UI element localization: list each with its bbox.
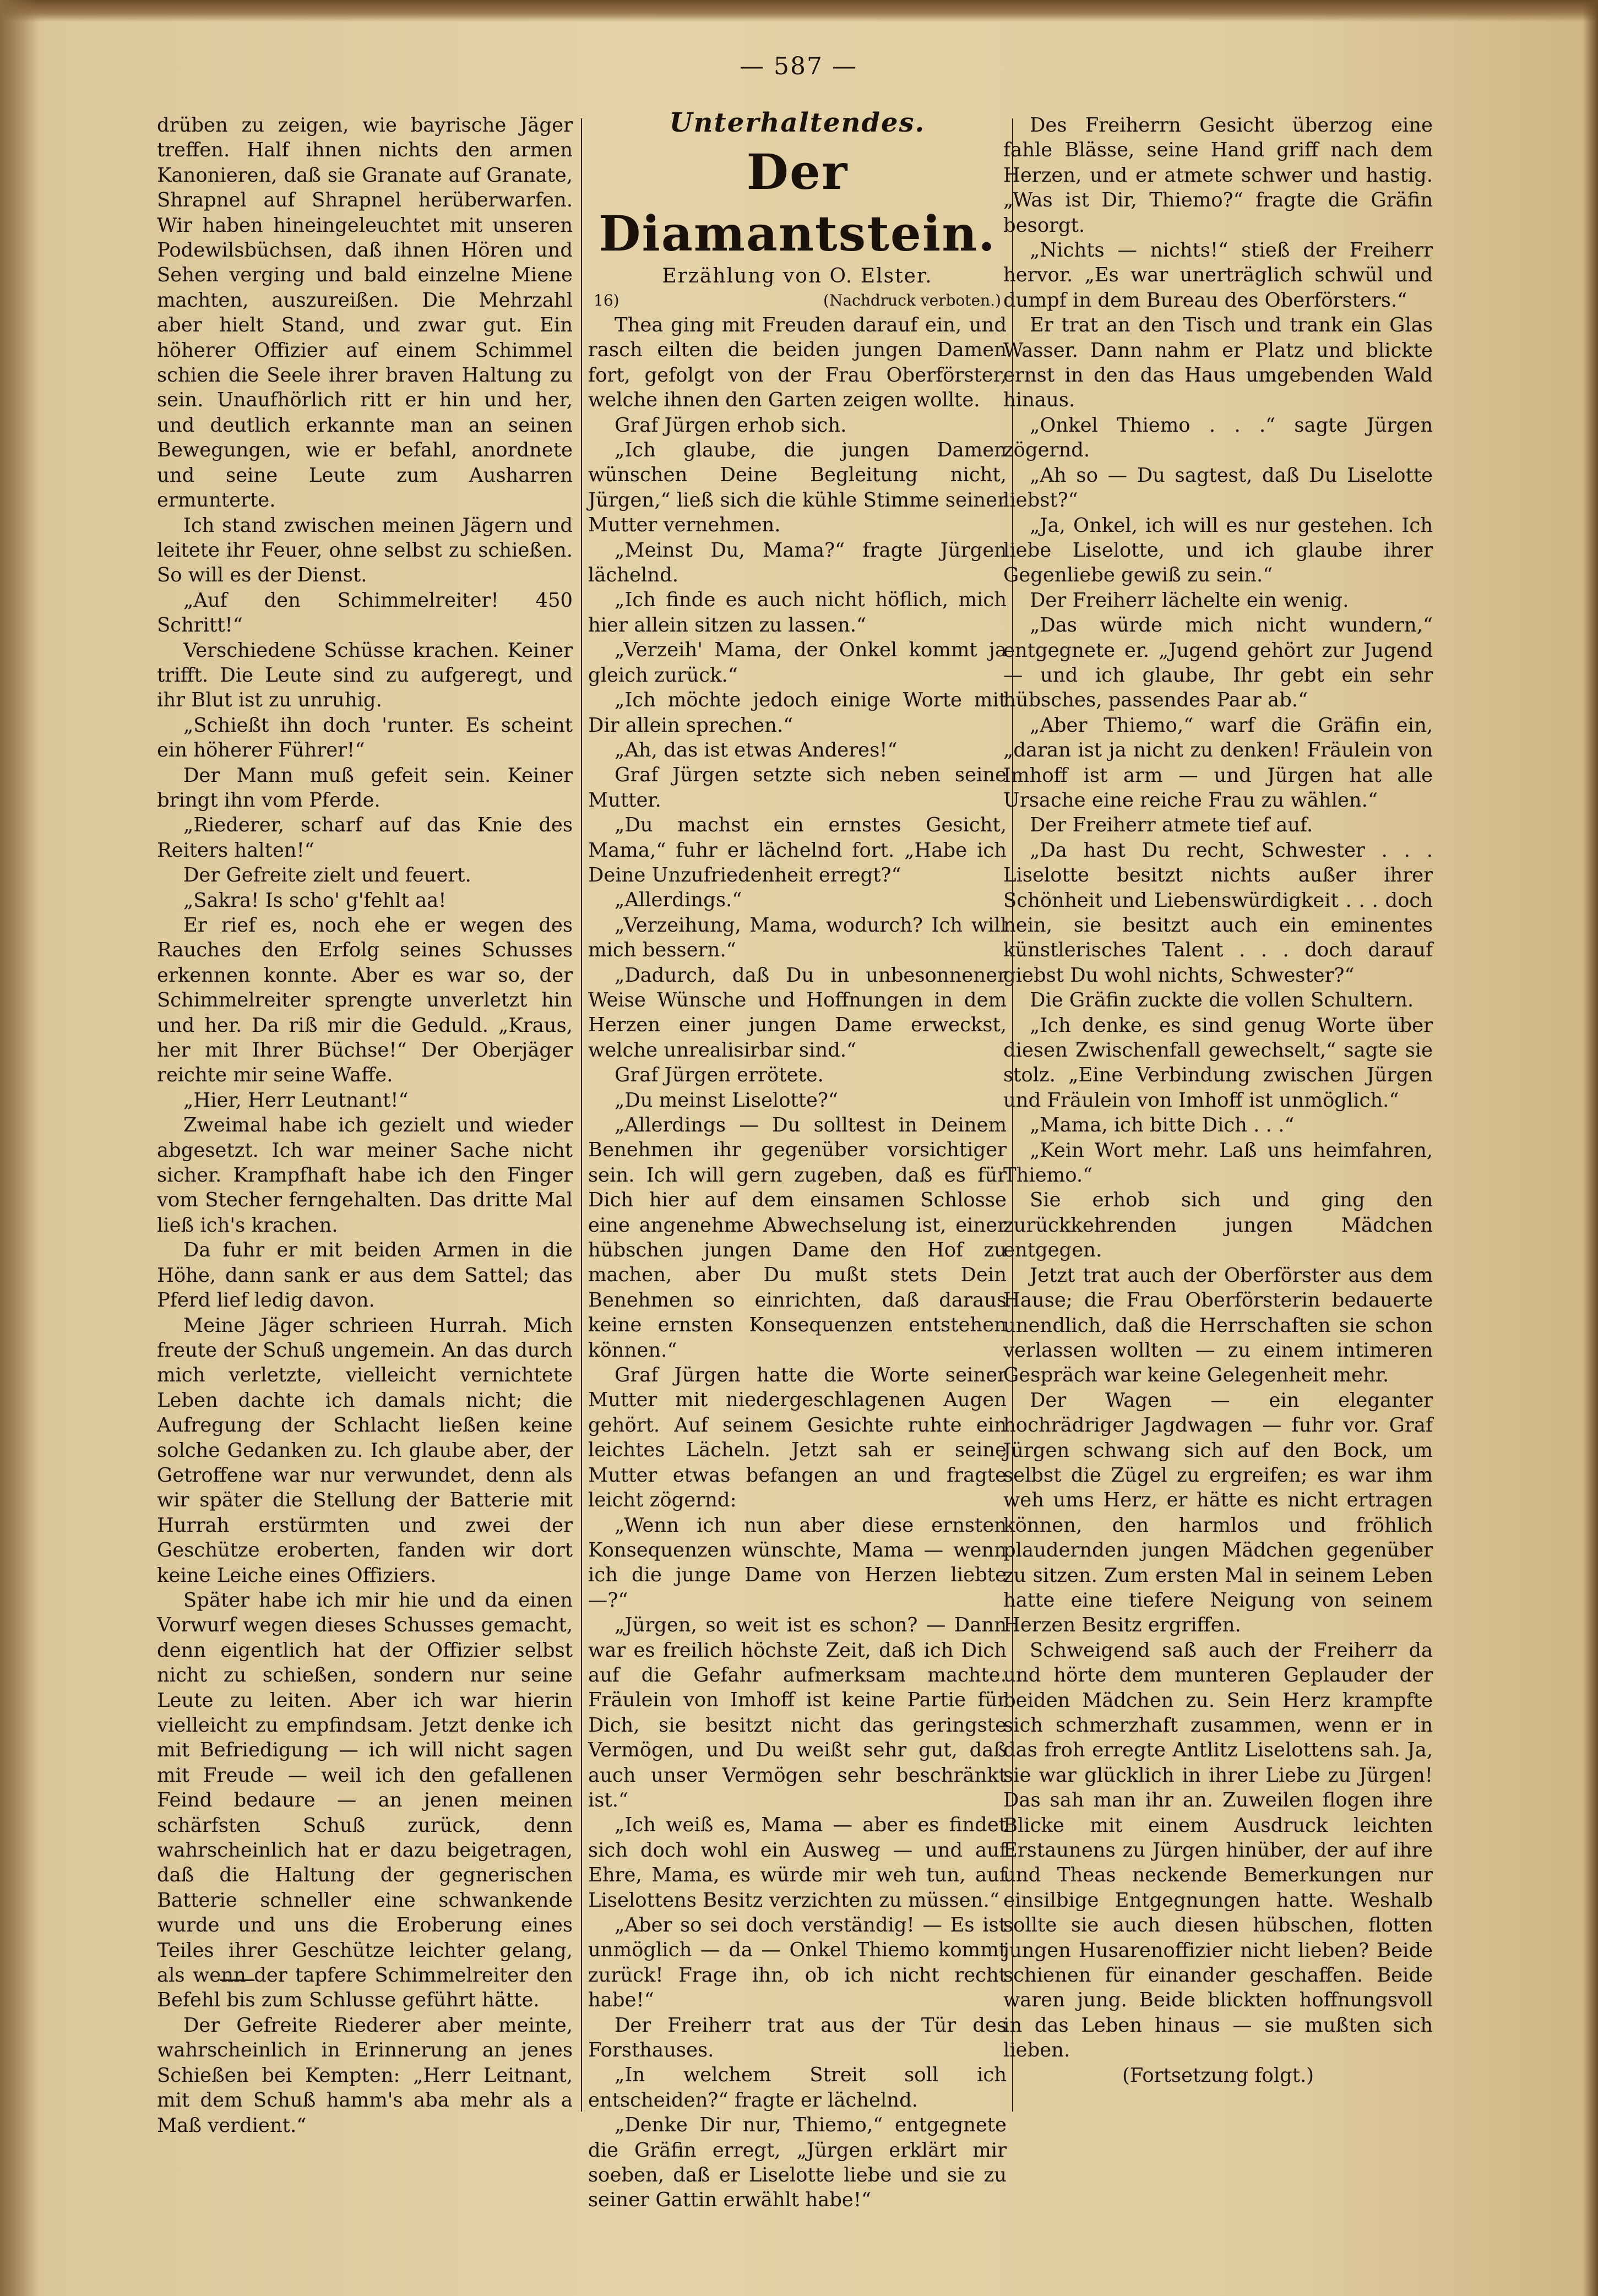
paragraph: „Allerdings — Du solltest in Deinem Benehmen ihr gegenüber vorsichtiger sein. Ich will gern zugeben, daß es für Dich hier auf dem einsamen Schlosse eine angenehme Abwechselung ist, einer hübschen jungen Dame den Hof zu machen, aber Du mußt stets Dein Benehmen so einrichten, daß daraus keine ernsten Konsequenzen entstehen können.“ (588, 1114, 1007, 1362)
paragraph: „Verzeih' Mama, der Onkel kommt ja gleich zurück.“ (588, 639, 1007, 687)
paragraph: Graf Jürgen setzte sich neben seine Mutter. (588, 764, 1007, 812)
paragraph: „In welchem Streit soll ich entscheiden?“ fragte er lächelnd. (588, 2064, 1007, 2112)
column-middle (588, 105, 1007, 2212)
paragraph: Die Gräfin zuckte die vollen Schultern. (1030, 989, 1414, 1012)
page-right-edge (1583, 0, 1598, 2296)
paragraph: „Ich denke, es sind genug Worte über diesen Zwischenfall gewechselt,“ sagte sie stolz. „Eine Verbindung zwischen Jürgen und Fräulein von Imhoff ist unmöglich.“ (1003, 1014, 1433, 1112)
paragraph: „Jürgen, so weit ist es schon? — Dann war es freilich höchste Zeit, daß ich Dich auf die Gefahr aufmerksam machte. Fräulein von Imhoff ist keine Partie für Dich, sie besitzt nicht das geringste Vermögen, und Du weißt sehr gut, daß auch unser Vermögen sehr beschränkt ist.“ (588, 1614, 1007, 1811)
paragraph: Graf Jürgen errötete. (615, 1064, 824, 1087)
page-number: — 587 — (740, 52, 857, 80)
paragraph: Der Gefreite zielt und feuert. (183, 864, 471, 887)
paragraph: Sie erhob sich und ging den zurückkehrenden jungen Mädchen entgegen. (1003, 1189, 1433, 1262)
paragraph: Graf Jürgen hatte die Worte seiner Mutter mit niedergeschlagenen Augen gehört. Auf seinem Gesichte ruhte ein leichtes Lächeln. Jetzt sah er seine Mutter etwas befangen an und fragte leicht zögernd: (588, 1364, 1007, 1512)
paragraph: „Das würde mich nicht wundern,“ entgegnete er. „Jugend gehört zur Jugend — und ich glaube, Ihr gebt ein sehr hübsches, passendes Paar ab.“ (1003, 614, 1433, 712)
paragraph: Er rief es, noch ehe er wegen des Rauches den Erfolg seines Schusses erkennen konnte. Aber es war so, der Schimmelreiter sprengte unverletzt hin und her. Da riß mir die Geduld. „Kraus, her mit Ihrer Büchse!“ Der Oberjäger reichte mir seine Waffe. (157, 914, 573, 1087)
paragraph: „Da hast Du recht, Schwester . . . Liselotte besitzt nichts außer ihrer Schönheit und Liebenswürdigkeit . . . doch nein, sie besitzt auch ein eminentes künstlerisches Talent . . . doch darauf giebst Du wohl nichts, Schwester?“ (1003, 839, 1433, 987)
paragraph: „Wenn ich nun aber diese ernsten Konsequenzen wünschte, Mama — wenn ich die junge Dame von Herzen liebte —?“ (588, 1514, 1007, 1612)
paragraph: Der Freiherr trat aus der Tür des Forsthauses. (588, 2014, 1007, 2062)
paragraph: „Allerdings.“ (615, 889, 742, 912)
paragraph: „Riederer, scharf auf das Knie des Reiters halten!“ (157, 814, 573, 862)
paragraph: „Ja, Onkel, ich will es nur gestehen. Ich liebe Liselotte, und ich glaube ihrer Gegenliebe gewiß zu sein.“ (1003, 514, 1433, 587)
paragraph: „Sakra! Is scho' g'fehlt aa! (183, 889, 447, 912)
paragraph: „Verzeihung, Mama, wodurch? Ich will mich bessern.“ (588, 913, 1007, 962)
story-title: Der Diamantstein. (599, 143, 996, 262)
paragraph: Der Freiherr lächelte ein wenig. (1030, 589, 1349, 612)
paragraph: Verschiedene Schüsse krachen. Keiner trifft. Die Leute sind zu aufgeregt, und ihr Blut ist zu unruhig. (157, 639, 573, 712)
paragraph: „Meinst Du, Mama?“ fragte Jürgen lächelnd. (588, 538, 1007, 587)
paragraph: „Denke Dir nur, Thiemo,“ entgegnete die Gräfin erregt, „Jürgen erklärt mir soeben, daß er Liselotte liebe und sie zu seiner Gattin erwählt habe!“ (588, 2114, 1007, 2212)
continued-note: (Fortsetzung folgt.) (1122, 2064, 1314, 2087)
paragraph: Jetzt trat auch der Oberförster aus dem Hause; die Frau Oberförsterin bedauerte unendlich, daß die Herrschaften sie schon verlassen wollten — zu einem intimeren Gespräch war keine Gelegenheit mehr. (1003, 1264, 1433, 1387)
binding-shadow (0, 0, 39, 2296)
paragraph: „Ich möchte jedoch einige Worte mit Dir allein sprechen.“ (588, 689, 1007, 737)
paragraph: Später habe ich mir hie und da einen Vorwurf wegen dieses Schusses gemacht, denn eigentlich hat der Offizier selbst nicht zu schießen, sondern nur seine Leute zu leiten. Aber ich war hierin vielleicht zu empfindsam. Jetzt denke ich mit Befriedigung — ich will nicht sagen mit Freude — weil ich den gefallenen Feind bedaure — an jenen meinen schärfsten Schuß zurück, denn wahrscheinlich hat er dazu beigetragen, daß die Haltung der gegnerischen Batterie schneller eine schwankende wurde und uns die Eroberung eines Teiles ihrer Geschütze leichter gelang, als wenn der tapfere Schimmelreiter den Befehl bis zum Schlusse geführt hätte. (157, 1588, 573, 2012)
paragraph: Thea ging mit Freuden darauf ein, und rasch eilten die beiden jungen Damen fort, gefolgt von der Frau Oberförster, welche ihnen den Garten zeigen wollte. (588, 314, 1007, 412)
paragraph: „Ah so — Du sagtest, daß Du Liselotte liebst?“ (1003, 464, 1433, 512)
paragraph: Ich stand zwischen meinen Jägern und leitete ihr Feuer, ohne selbst zu schießen. So will es der Dienst. (157, 514, 573, 587)
page-top-edge (0, 0, 1598, 22)
column-left (157, 113, 573, 2167)
paragraph: Der Wagen — ein eleganter hochrädriger Jagdwagen — fuhr vor. Graf Jürgen schwang sich auf den Bock, um selbst die Zügel zu ergreifen; es war ihm weh ums Herz, er hätte es nicht ertragen können, den harmlos und fröhlich plaudernden jungen Mädchen gegenüber zu sitzen. Zum ersten Mal in seinem Leben hatte eine tiefere Neigung von seinem Herzen Besitz ergriffen. (1003, 1389, 1433, 1637)
paragraph: „Ich weiß es, Mama — aber es findet sich doch wohl ein Ausweg — und auf Ehre, Mama, es würde mir weh tun, auf Liselottens Besitz verzichten zu müssen.“ (588, 1814, 1007, 1912)
section-label: Unterhaltendes. (669, 107, 926, 138)
paragraph: „Aber Thiemo,“ warf die Gräfin ein, „daran ist ja nicht zu denken! Fräulein von Imhoff ist arm — und Jürgen hat alle Ursache eine reiche Frau zu wählen.“ (1003, 714, 1433, 812)
paragraph: „Aber so sei doch verständig! — Es ist unmöglich — da — Onkel Thiemo kommt zurück! Frage ihn, ob ich nicht recht habe!“ (588, 1914, 1007, 2012)
paragraph: Meine Jäger schrieen Hurrah. Mich freute der Schuß ungemein. An das durch mich verletzte, vielleicht vernichtete Leben dachte ich damals nicht; die Aufregung der Schlacht ließen keine solche Gedanken zu. Ich glaube aber, der Getroffene war nur verwundet, denn als wir später die Stellung der Batterie mit Hurrah erstürmten und zwei der Geschütze eroberten, fanden wir dort keine Leiche eines Offiziers. (157, 1314, 573, 1587)
paragraph: Schweigend saß auch der Freiherr da und hörte dem munteren Geplauder der beiden Mädchen zu. Sein Herz krampfte sich schmerzhaft zusammen, wenn er in das froh erregte Antlitz Liselottens sah. Ja, sie war glücklich in ihrer Liebe zu Jürgen! Das sah man ihr an. Zuweilen flogen ihre Blicke mit einem Ausdruck leichten Erstaunens zu Jürgen hinüber, der auf ihre und Theas neckende Bemerkungen nur einsilbige Entgegnungen hatte. Weshalb sollte sie auch diesen hübschen, flotten jungen Husarenoffizier nicht lieben? Beide schienen für einander geschaffen. Beide waren jung. Beide blickten hoffnungsvoll in das Leben hinaus — sie mußten sich lieben. (1003, 1639, 1433, 2062)
paragraph: Des Freiherrn Gesicht überzog eine fahle Blässe, seine Hand griff nach dem Herzen, und er atmete schwer und hastig. „Was ist Dir, Thiemo?“ fragte die Gräfin besorgt. (1003, 114, 1433, 237)
paragraph: Graf Jürgen erhob sich. (615, 414, 847, 437)
paragraph: „Du meinst Liselotte?“ (615, 1089, 839, 1112)
story-byline: Erzählung von O. Elster. (662, 265, 933, 287)
paragraph: „Schießt ihn doch 'runter. Es scheint ein höherer Führer!“ (157, 714, 573, 762)
paragraph: „Kein Wort mehr. Laß uns heimfahren, Thiemo.“ (1003, 1139, 1433, 1187)
paragraph: „Mama, ich bitte Dich . . .“ (1030, 1114, 1295, 1137)
rights-note: (Nachdruck verboten.) (823, 291, 1001, 309)
paragraph: „Ich glaube, die jungen Damen wünschen Deine Begleitung nicht, Jürgen,“ ließ sich die kühle Stimme seiner Mutter vernehmen. (588, 439, 1007, 537)
paragraph: Der Mann muß gefeit sein. Keiner bringt ihn vom Pferde. (157, 764, 573, 812)
paragraph: Da fuhr er mit beiden Armen in die Höhe, dann sank er aus dem Sattel; das Pferd lief ledig davon. (157, 1239, 573, 1312)
paragraph: drüben zu zeigen, wie bayrische Jäger treffen. Half ihnen nichts den armen Kanonieren, daß sie Granate auf Granate, Shrapnel auf Shrapnel herüberwarfen. Wir haben hineingeleuchtet mit unseren Podewilsbüchsen, daß ihnen Hören und Sehen verging und bald einzelne Miene machten, auszureißen. Die Mehrzahl aber hielt Stand, und zwar gut. Ein höherer Offizier auf einem Schimmel schien die Seele ihrer braven Haltung zu sein. Unaufhörlich ritt er hin und her, und deutlich erkannte man an seinen Bewegungen, wie er befahl, anordnete und seine Leute zum Ausharren ermunterte. (157, 114, 573, 512)
paragraph: Er trat an den Tisch und trank ein Glas Wasser. Dann nahm er Platz und blickte ernst in den das Haus umgebenden Wald hinaus. (1003, 314, 1433, 412)
column-separator-left (581, 118, 582, 2112)
paragraph: „Auf den Schimmelreiter! 450 Schritt!“ (157, 589, 573, 637)
paragraph: Der Gefreite Riederer aber meinte, wahrscheinlich in Erinnerung an jenes Schießen bei Kempten: „Herr Leitnant, mit dem Schuß hamm's aba mehr als a Maß verdient.“ (157, 2014, 573, 2137)
paragraph: „Dadurch, daß Du in unbesonnener Weise Wünsche und Hoffnungen in dem Herzen einer jungen Dame erweckst, welche unrealisirbar sind.“ (588, 964, 1007, 1062)
installment-row (588, 289, 1007, 313)
paragraph: Der Freiherr atmete tief auf. (1030, 814, 1313, 837)
column-right (1003, 113, 1433, 2167)
paragraph: „Hier, Herr Leutnant!“ (183, 1089, 409, 1112)
paragraph: „Nichts — nichts!“ stieß der Freiherr hervor. „Es war unerträglich schwül und dumpf in dem Bureau des Oberförsters.“ (1003, 239, 1433, 312)
paragraph: „Onkel Thiemo . . .“ sagte Jürgen zögernd. (1003, 414, 1433, 462)
paragraph: „Ich finde es auch nicht höflich, mich hier allein sitzen zu lassen.“ (588, 589, 1007, 636)
paragraph: Zweimal habe ich gezielt und wieder abgesetzt. Ich war meiner Sache nicht sicher. Krampfhaft habe ich den Finger vom Stecher ferngehalten. Das dritte Mal ließ ich's krachen. (157, 1114, 573, 1237)
paragraph: „Du machst ein ernstes Gesicht, Mama,“ fuhr er lächelnd fort. „Habe ich Deine Unzufriedenheit erregt?“ (588, 814, 1007, 886)
paragraph: „Ah, das ist etwas Anderes!“ (615, 738, 898, 761)
installment-number: 16) (594, 291, 619, 309)
